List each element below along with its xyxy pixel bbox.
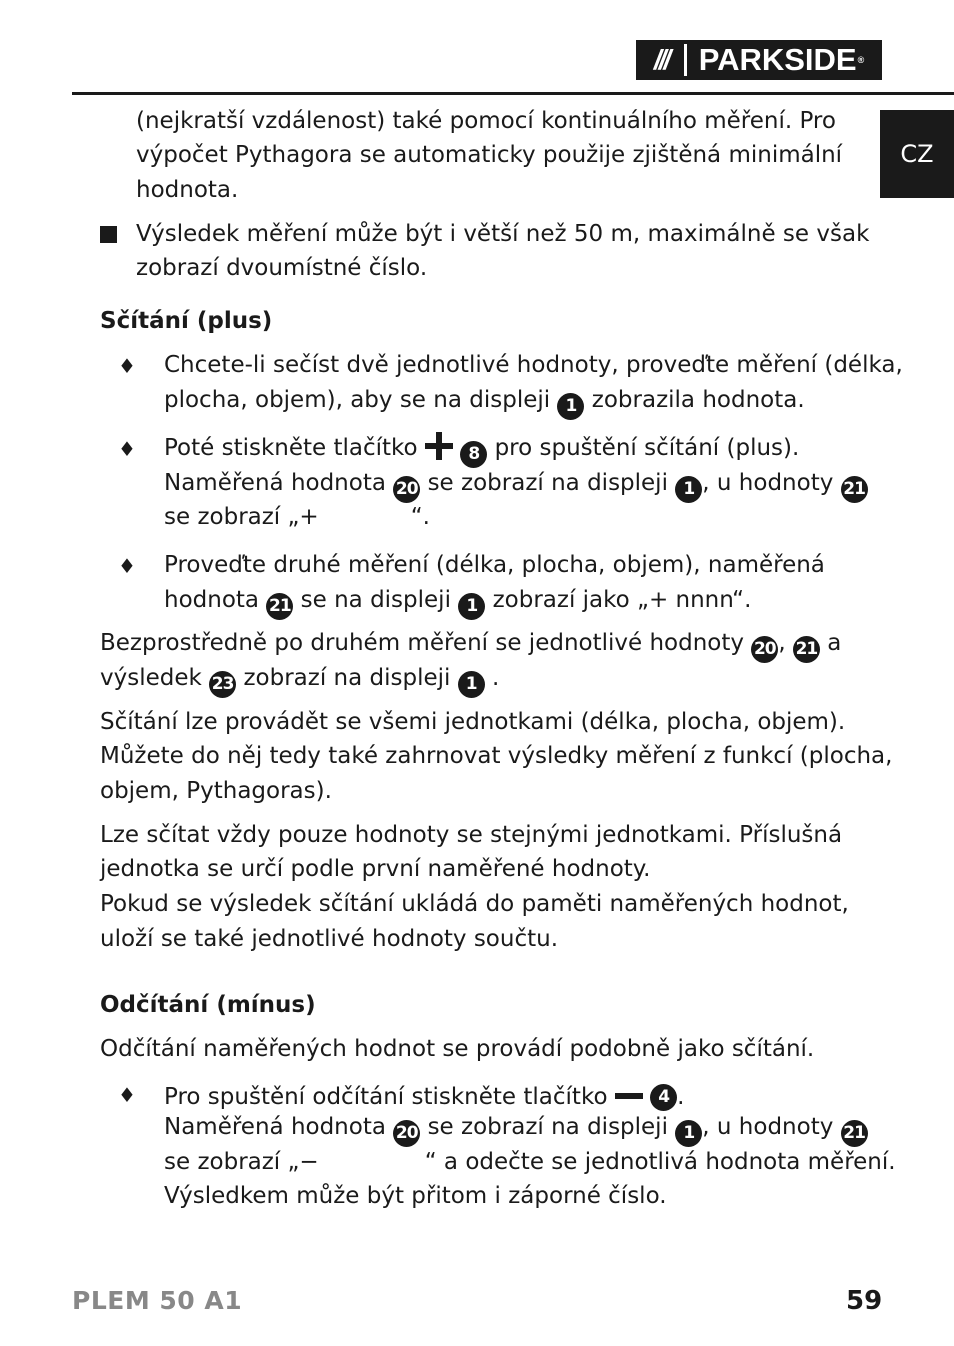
callout-number: 23 [209, 671, 236, 698]
text: se zobrazí „+ [164, 504, 319, 530]
minus-b1-line-2 [164, 1110, 868, 1147]
minus-key-icon [615, 1093, 643, 1099]
text: , [778, 630, 786, 656]
text: Naměřená hodnota [164, 1114, 386, 1140]
square-bullet-line-2: zobrazí dvoumístné číslo. [136, 255, 428, 281]
plus-b2-line-3 [164, 500, 430, 535]
callout-number: 20 [393, 1120, 420, 1147]
minus-b1-line-3 [164, 1145, 896, 1180]
text: Poté stiskněte tlačítko [164, 435, 418, 461]
plus-p2-line-2: Můžete do něj tedy také zahrnovat výsledky měření z funkcí (plocha, [100, 743, 893, 769]
logo-registered-mark: ® [857, 55, 865, 65]
plus-p2-line-3: objem, Pythagoras). [100, 778, 332, 804]
plus-b2-line-2 [164, 466, 868, 503]
callout-number: 20 [393, 476, 420, 503]
plus-p3-line-3: Pokud se výsledek sčítání ukládá do paměti naměřených hodnot, [100, 891, 849, 917]
text: . [492, 665, 500, 691]
plus-b1-line-2 [164, 383, 805, 420]
logo-slashes: /// [653, 44, 669, 75]
callout-number: 1 [675, 476, 702, 503]
plus-b2-line-1 [164, 431, 799, 468]
callout-number: 1 [557, 393, 584, 420]
continuation-line-3: hodnota. [136, 177, 239, 203]
logo-word: PARKSIDE [698, 42, 857, 77]
text: se zobrazí na displeji [427, 1114, 668, 1140]
callout-number: 1 [458, 593, 485, 620]
plus-b3-line-1: Proveďte druhé měření (délka, plocha, objem), naměřená [164, 552, 825, 578]
callout-number: 8 [460, 441, 487, 468]
plus-p3-line-4: uloží se také jednotlivé hodnoty součtu. [100, 926, 559, 952]
minus-b1-line-4: Výsledkem může být přitom i záporné číslo. [164, 1183, 667, 1209]
plus-p1-line-1 [100, 626, 841, 663]
callout-number: 20 [751, 636, 778, 663]
diamond-bullet-icon: ♦ [118, 554, 136, 578]
text: Bezprostředně po druhém měření se jednotlivé hodnoty [100, 630, 744, 656]
text: výsledek [100, 665, 202, 691]
text: zobrazila hodnota. [591, 387, 805, 413]
parkside-logo [636, 40, 882, 80]
plus-p2-line-1: Sčítání lze provádět se všemi jednotkami (délka, plocha, objem). [100, 709, 846, 735]
callout-number: 1 [458, 671, 485, 698]
plus-key-icon [425, 432, 453, 460]
footer-page-number: 59 [846, 1286, 883, 1316]
plus-p3-line-2: jednotka se určí podle první naměřené hodnoty. [100, 856, 651, 882]
text: “ a odečte se jednotlivá hodnota měření. [424, 1149, 896, 1175]
diamond-bullet-icon: ♦ [118, 354, 136, 378]
callout-number: 1 [675, 1120, 702, 1147]
callout-number: 21 [841, 1120, 868, 1147]
continuation-line-2: výpočet Pythagora se automaticky použije zjištěná minimální [136, 142, 843, 168]
callout-number: 21 [266, 593, 293, 620]
continuation-line-1: (nejkratší vzdálenost) také pomocí kontinuálního měření. Pro [136, 108, 836, 134]
section-heading-plus: Sčítání (plus) [100, 308, 273, 334]
text: Pro spuštění odčítání stiskněte tlačítko [164, 1084, 608, 1110]
logo-wordmark [684, 44, 876, 76]
plus-p1-line-2 [100, 661, 499, 698]
text: plocha, objem), aby se na displeji [164, 387, 551, 413]
text: se na displeji [300, 587, 451, 613]
square-bullet-line-1: Výsledek měření může být i větší než 50 m, maximálně se však [136, 221, 870, 247]
text: , u hodnoty [702, 1114, 834, 1140]
square-bullet-icon [100, 226, 117, 243]
text: zobrazí jako „+ nnnn“. [492, 587, 752, 613]
text: a [827, 630, 842, 656]
minus-intro: Odčítání naměřených hodnot se provádí podobně jako sčítání. [100, 1036, 815, 1062]
footer-model: PLEM 50 A1 [72, 1286, 243, 1315]
text: zobrazí na displeji [243, 665, 451, 691]
text: se zobrazí na displeji [427, 470, 668, 496]
text: , u hodnoty [702, 470, 834, 496]
text: se zobrazí „− [164, 1149, 319, 1175]
callout-number: 21 [841, 476, 868, 503]
plus-b1-line-1: Chcete-li sečíst dvě jednotlivé hodnoty, proveďte měření (délka, [164, 352, 903, 378]
callout-number: 4 [650, 1084, 677, 1111]
plus-b3-line-2 [164, 583, 751, 620]
text: Naměřená hodnota [164, 470, 386, 496]
text: pro spuštění sčítání (plus). [494, 435, 800, 461]
plus-p3-line-1: Lze sčítat vždy pouze hodnoty se stejnými jednotkami. Příslušná [100, 822, 843, 848]
header-rule [72, 92, 954, 95]
language-tab: CZ [880, 110, 954, 198]
section-heading-minus: Odčítání (mínus) [100, 992, 316, 1018]
text: . [677, 1084, 685, 1110]
diamond-bullet-icon: ♦ [118, 437, 136, 461]
text: hodnota [164, 587, 260, 613]
diamond-bullet-icon: ♦ [118, 1083, 136, 1107]
callout-number: 21 [793, 636, 820, 663]
text: “. [410, 504, 430, 530]
